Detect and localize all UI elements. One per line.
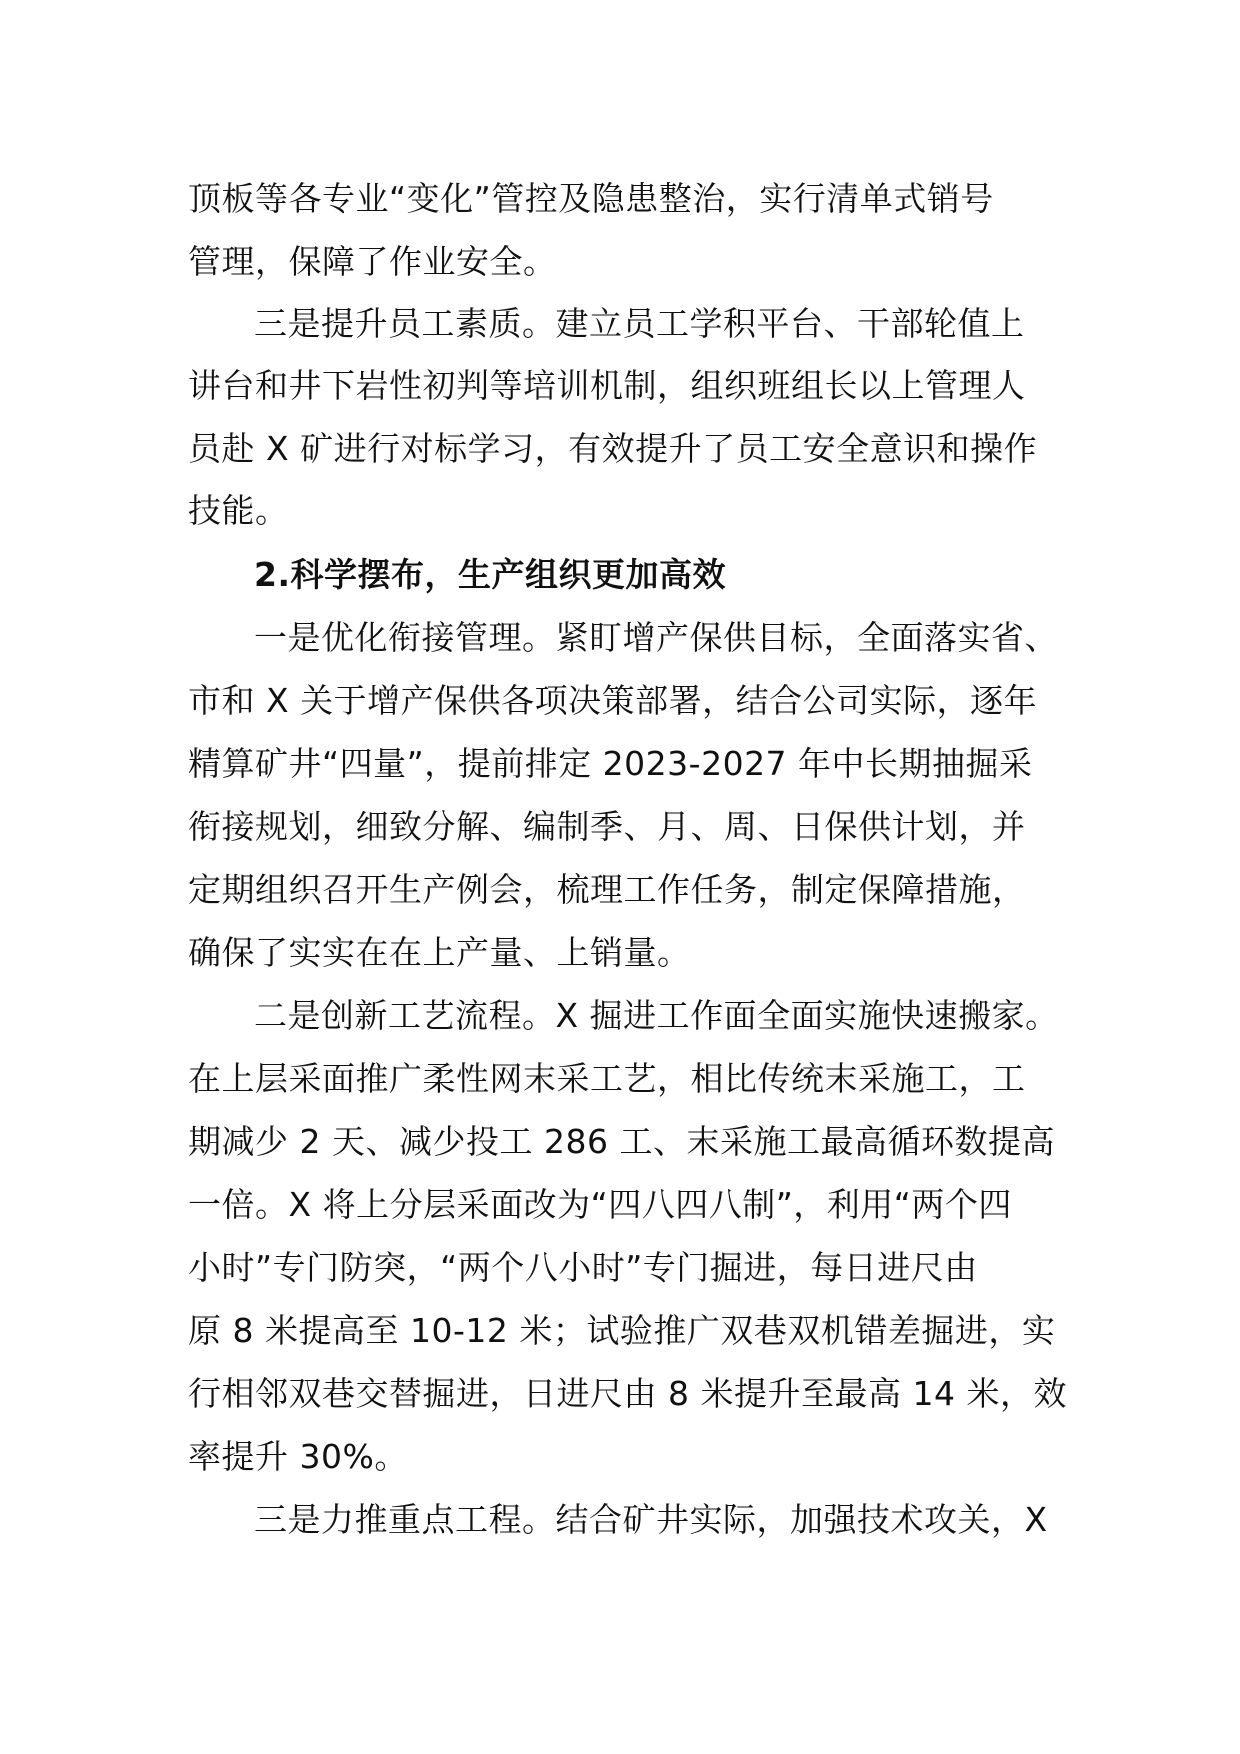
- paragraph-line: 三是提升员工素质。建立员工学积平台、干部轮值上: [254, 304, 1025, 343]
- paragraph-line: 定期组织召开生产例会，梳理工作任务，制定保障措施，: [188, 870, 1026, 909]
- paragraph-line: 行相邻双巷交替掘进，日进尺由 8 米提升至最高 14 米，效: [188, 1374, 1067, 1413]
- paragraph-line: 期减少 2 天、减少投工 286 工、末采施工最高循环数提高: [188, 1122, 1055, 1161]
- paragraph-line: 确保了实实在在上产量、上销量。: [188, 933, 691, 972]
- paragraph-line: 二是创新工艺流程。X 掘进工作面全面实施快速搬家。: [254, 996, 1059, 1035]
- paragraph-line: 率提升 30%。: [188, 1437, 408, 1476]
- paragraph-line: 技能。: [188, 491, 289, 530]
- paragraph-line: 顶板等各专业“变化”管控及隐患整治，实行清单式销号: [188, 179, 994, 218]
- paragraph-line: 一是优化衔接管理。紧盯增产保供目标，全面落实省、: [254, 618, 1058, 657]
- paragraph-line: 讲台和井下岩性初判等培训机制，组织班组长以上管理人: [188, 366, 1026, 405]
- paragraph-line: 三是力推重点工程。结合矿井实际，加强技术攻关，X: [254, 1500, 1048, 1539]
- paragraph-line: 小时”专门防突，“两个八小时”专门掘进，每日进尺由: [188, 1248, 978, 1287]
- paragraph-line: 市和 X 关于增产保供各项决策部署，结合公司实际，逐年: [188, 681, 1038, 720]
- paragraph-line: 精算矿井“四量”，提前排定 2023-2027 年中长期抽掘采: [188, 744, 1033, 783]
- paragraph-line: 衔接规划，细致分解、编制季、月、周、日保供计划，并: [188, 807, 1026, 846]
- paragraph-line: 一倍。X 将上分层采面改为“四八四八制”，利用“两个四: [188, 1185, 1012, 1224]
- paragraph-line: 管理，保障了作业安全。: [188, 242, 557, 281]
- section-heading: 2.科学摆布，生产组织更加高效: [254, 555, 726, 594]
- paragraph-line: 原 8 米提高至 10-12 米；试验推广双巷双机错差掘进，实: [188, 1311, 1056, 1350]
- paragraph-line: 员赴 X 矿进行对标学习，有效提升了员工安全意识和操作: [188, 429, 1038, 468]
- paragraph-line: 在上层采面推广柔性网末采工艺，相比传统末采施工，工: [188, 1059, 1026, 1098]
